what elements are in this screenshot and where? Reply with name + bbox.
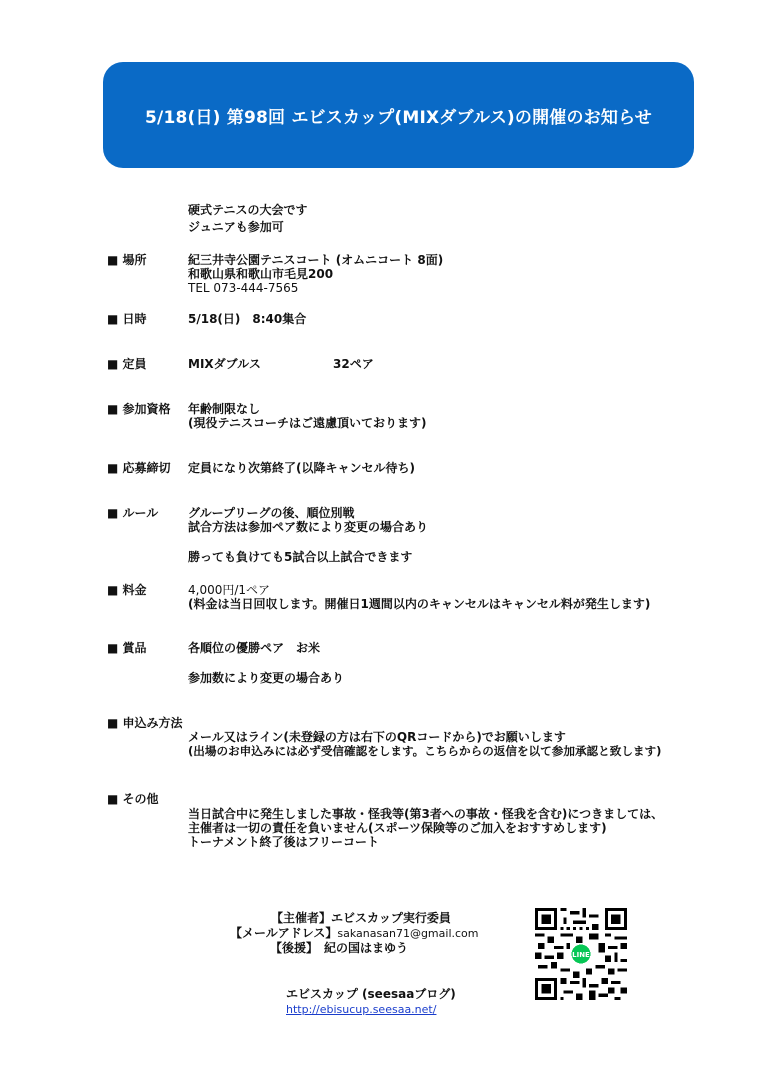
venue-address: 和歌山県和歌山市毛見200 [188,267,334,281]
date-label: ■ 日時 [107,312,147,326]
email-line [230,926,479,941]
page-title: 5/18(日) 第98回 エビスカップ(MIXダブルス)の開催のお知らせ [145,107,652,128]
fee-line-1: 4,000円/1ペア [188,583,271,597]
deadline-value: 定員になり次第終了(以降キャンセル待ち) [188,461,415,475]
capacity-type: MIXダブルス [188,357,261,371]
application-line-2: (出場のお申込みには必ず受信確認をします。こちらからの返信を以て参加承認と致します) [188,744,662,758]
deadline-label: ■ 応募締切 [107,461,171,475]
sponsor-line: 【後援】 紀の国はまゆう [270,941,409,955]
prize-line-2: 参加数により変更の場合あり [188,671,345,685]
other-line-1: 当日試合中に発生しました事故・怪我等(第3者への事故・怪我を含む)につきましては、 [188,807,664,821]
venue-phone: TEL 073-444-7565 [188,281,299,295]
other-line-3: トーナメント終了後はフリーコート [188,835,380,849]
rules-label: ■ ルール [107,506,159,520]
intro-line-2: ジュニアも参加可 [188,220,284,234]
prize-line-1: 各順位の優勝ペア お米 [188,641,321,655]
other-line-2: 主催者は一切の責任を負いません(スポーツ保険等のご加入をおすすめします) [188,821,607,835]
fee-line-2: (料金は当日回収します。開催日1週間以内のキャンセルはキャンセル料が発生します) [188,597,651,611]
line-badge-icon: LINE [572,950,590,959]
organizer-line: 【主催者】エビスカップ実行委員 [271,911,451,925]
date-value: 5/18(日) 8:40集合 [188,312,307,326]
eligibility-line-2: (現役テニスコーチはご遠慮頂いております) [188,416,427,430]
eligibility-line-1: 年齢制限なし [188,402,261,416]
intro-line-1: 硬式テニスの大会です [188,203,308,217]
venue-label: ■ 場所 [107,253,147,267]
fee-label: ■ 料金 [107,583,147,597]
email-label: 【メールアドレス】 [230,926,338,940]
capacity-count: 32ペア [333,357,374,371]
other-label: ■ その他 [107,792,159,806]
blog-link[interactable]: http://ebisucup.seesaa.net/ [286,1003,437,1016]
venue-name: 紀三井寺公園テニスコート (オムニコート 8面) [188,253,444,267]
blog-label: エビスカップ (seesaaブログ) [286,987,456,1001]
eligibility-label: ■ 参加資格 [107,402,171,416]
qr-code-icon[interactable] [535,908,627,1000]
email-address: sakanasan71@gmail.com [337,927,479,940]
title-banner [103,62,694,168]
capacity-label: ■ 定員 [107,357,147,371]
application-label: ■ 申込み方法 [107,716,183,730]
prize-label: ■ 賞品 [107,641,147,655]
rules-line-3: 勝っても負けても5試合以上試合できます [188,550,413,564]
rules-line-1: グループリーグの後、順位別戦 [188,506,355,520]
rules-line-2: 試合方法は参加ペア数により変更の場合あり [188,520,429,534]
application-line-1: メール又はライン(未登録の方は右下のQRコードから)でお願いします [188,730,566,744]
